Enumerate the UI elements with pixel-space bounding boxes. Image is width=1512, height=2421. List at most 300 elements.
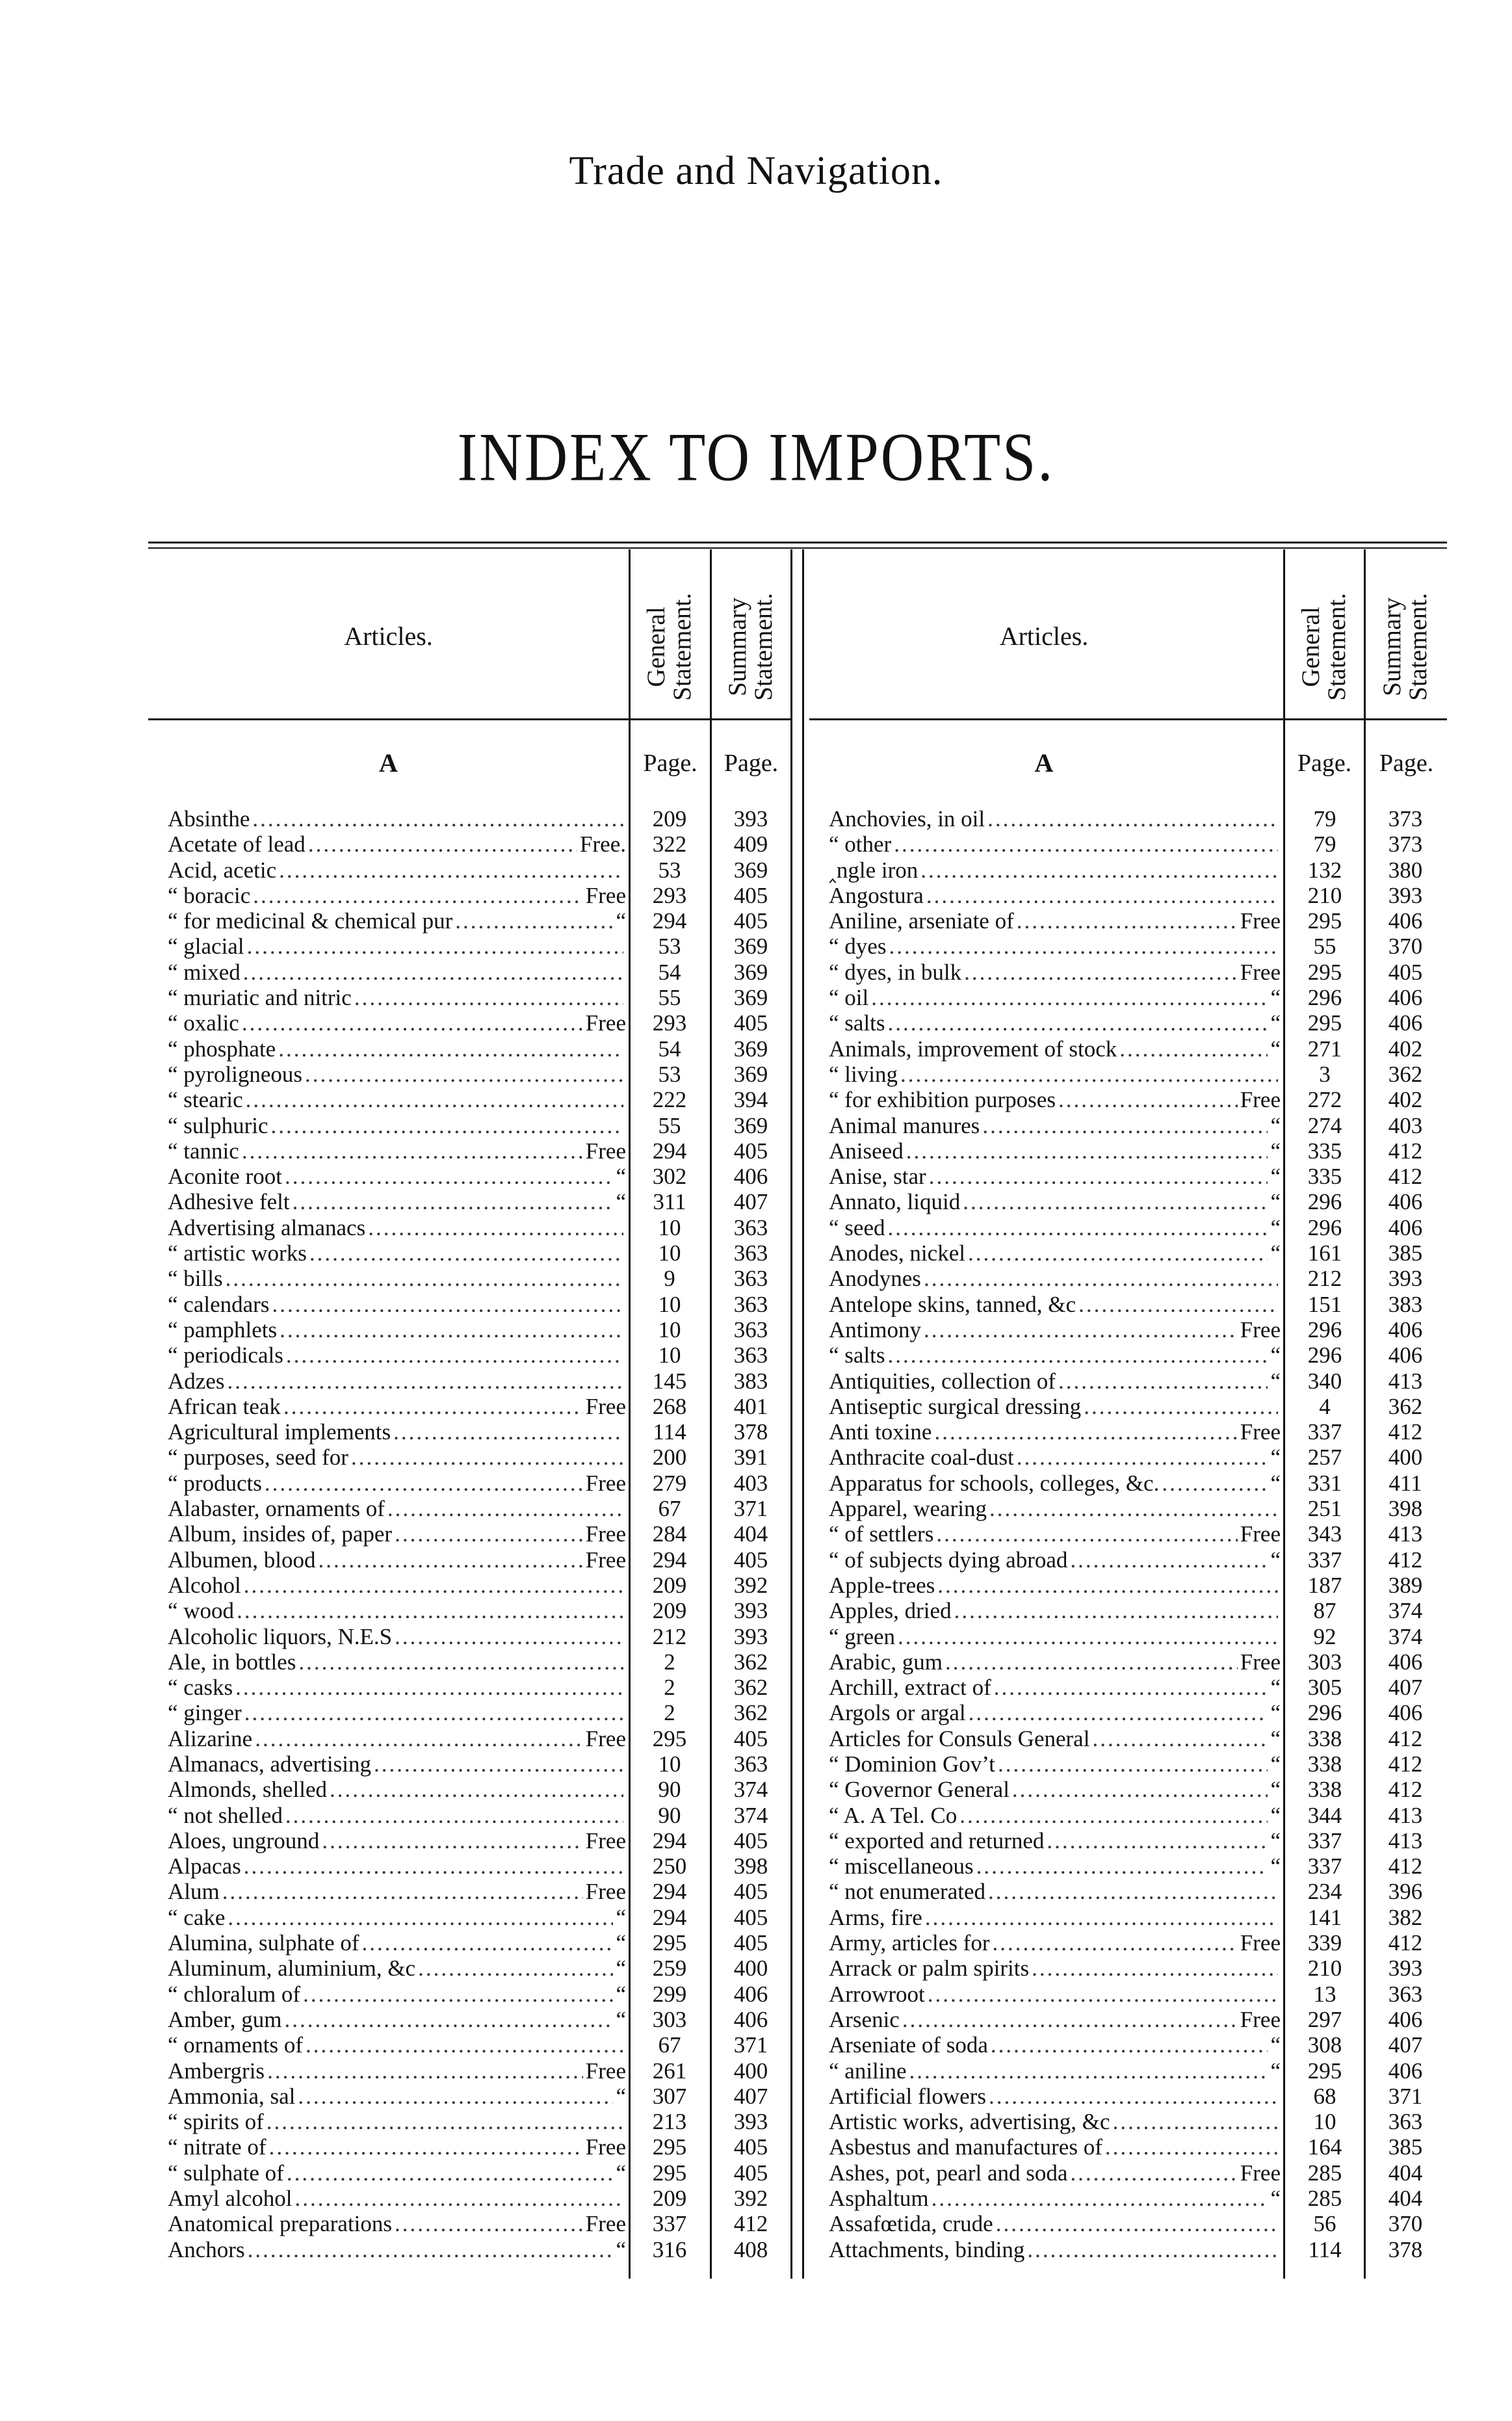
leader-dots bbox=[276, 857, 623, 883]
leader-dots bbox=[284, 2160, 614, 2186]
index-entry bbox=[168, 1956, 797, 1981]
leader-dots bbox=[315, 1547, 582, 1573]
entry-duty-tag: Free bbox=[1240, 1419, 1281, 1445]
entry-article bbox=[168, 1853, 626, 1879]
entry-article bbox=[829, 1240, 1281, 1266]
entry-article bbox=[168, 1189, 626, 1214]
entry-article-text: “ Dominion Gov’t bbox=[829, 1751, 996, 1777]
entry-article-text: “ sulphuric bbox=[168, 1112, 268, 1138]
entry-general-page: 132 bbox=[1307, 857, 1342, 883]
index-entry bbox=[829, 1700, 1447, 1725]
entry-duty-tag bbox=[623, 960, 626, 985]
index-entry bbox=[168, 1828, 797, 1853]
entry-summary-page: 406 bbox=[1388, 1010, 1423, 1036]
entry-duty-tag bbox=[623, 1062, 626, 1087]
entry-article-text: Albumen, blood bbox=[168, 1547, 316, 1573]
entry-summary-page: 408 bbox=[733, 2236, 768, 2262]
leader-dots bbox=[868, 985, 1268, 1010]
left-summary-header: Summary Statement. bbox=[723, 593, 777, 701]
entry-duty-tag: Free bbox=[585, 2134, 626, 2160]
entry-general-page: 295 bbox=[652, 2160, 687, 2186]
entry-article-text: Anatomical preparations bbox=[168, 2211, 393, 2237]
entry-article-text: “ oil bbox=[829, 985, 869, 1011]
index-entry bbox=[829, 2160, 1447, 2186]
entry-general-page: 210 bbox=[1307, 1956, 1342, 1982]
entry-summary-page: 378 bbox=[1388, 2236, 1423, 2262]
entry-general-page: 67 bbox=[658, 2032, 681, 2058]
index-entry bbox=[168, 1573, 797, 1598]
entry-duty-tag bbox=[1278, 831, 1281, 857]
entry-duty-tag: Free bbox=[585, 1010, 626, 1036]
entry-article-text: Ale, in bottles bbox=[168, 1649, 296, 1675]
entry-general-page: 285 bbox=[1307, 2186, 1342, 2212]
entry-article bbox=[829, 1982, 1281, 2007]
leader-dots bbox=[250, 806, 623, 831]
table-top-rule-thin bbox=[148, 547, 1447, 549]
entry-article bbox=[168, 2237, 626, 2262]
entry-duty-tag bbox=[1278, 1956, 1281, 1981]
entry-article-text: Almonds, shelled bbox=[168, 1777, 327, 1803]
entry-article-text: “ of subjects dying abroad bbox=[829, 1547, 1068, 1573]
leader-dots bbox=[244, 934, 623, 959]
entry-general-page: 55 bbox=[658, 1112, 681, 1138]
entry-article-text: Archill, extract of bbox=[829, 1675, 991, 1701]
entry-general-page: 295 bbox=[652, 1725, 687, 1751]
entry-general-page: 307 bbox=[652, 2083, 687, 2109]
index-entry bbox=[829, 2032, 1447, 2058]
entry-duty-tag: Free bbox=[585, 1725, 626, 1751]
entry-article-text: Apples, dried bbox=[829, 1598, 952, 1624]
index-entry bbox=[829, 1982, 1447, 2007]
entry-general-page: 209 bbox=[652, 1598, 687, 1624]
index-entry bbox=[168, 1240, 797, 1266]
leader-dots bbox=[242, 1700, 623, 1725]
entry-summary-page: 412 bbox=[1388, 1930, 1423, 1956]
entry-article-text: “ seed bbox=[829, 1214, 885, 1240]
entry-article-text: Almanacs, advertising bbox=[168, 1751, 371, 1777]
leader-dots bbox=[452, 908, 613, 934]
entry-article bbox=[829, 2032, 1281, 2058]
entry-article-text: Anchors bbox=[168, 2236, 245, 2262]
entry-article bbox=[829, 883, 1281, 908]
entry-duty-tag bbox=[1278, 1879, 1281, 1904]
entry-article bbox=[829, 1113, 1281, 1138]
leader-dots bbox=[348, 1445, 623, 1470]
entry-duty-tag: Free bbox=[585, 1827, 626, 1853]
entry-summary-page: 363 bbox=[733, 1342, 768, 1368]
entry-general-page: 2 bbox=[664, 1649, 675, 1675]
entry-general-page: 10 bbox=[658, 1751, 681, 1777]
entry-general-page: 53 bbox=[658, 857, 681, 883]
index-entry bbox=[168, 857, 797, 883]
entry-duty-tag: Free bbox=[585, 1547, 626, 1573]
entry-summary-page: 393 bbox=[733, 1623, 768, 1649]
entry-article-text: Alum bbox=[168, 1879, 220, 1905]
entry-summary-page: 378 bbox=[733, 1419, 768, 1445]
entry-article bbox=[168, 1649, 626, 1675]
leader-dots bbox=[327, 1777, 623, 1802]
index-entry bbox=[829, 1036, 1447, 1062]
entry-summary-page: 406 bbox=[1388, 1316, 1423, 1342]
entry-general-page: 303 bbox=[1307, 1649, 1342, 1675]
leader-dots bbox=[1081, 1394, 1278, 1419]
leader-dots bbox=[1014, 908, 1238, 934]
entry-summary-page: 403 bbox=[1388, 1112, 1423, 1138]
entry-summary-page: 405 bbox=[733, 1827, 768, 1853]
entry-duty-tag: Free bbox=[1240, 959, 1281, 985]
entry-general-page: 271 bbox=[1307, 1036, 1342, 1062]
entry-article bbox=[168, 1138, 626, 1164]
leader-dots bbox=[952, 1598, 1278, 1623]
entry-general-page: 308 bbox=[1307, 2032, 1342, 2058]
entry-article bbox=[829, 1189, 1281, 1214]
entry-article-text: Angostura bbox=[829, 882, 924, 908]
entry-summary-page: 406 bbox=[1388, 908, 1423, 934]
entry-summary-page: 412 bbox=[1388, 1419, 1423, 1445]
entry-article-text: Army, articles for bbox=[829, 1930, 990, 1956]
index-entry bbox=[168, 1215, 797, 1240]
entry-article bbox=[168, 1547, 626, 1573]
leader-dots bbox=[264, 2109, 623, 2134]
entry-summary-page: 403 bbox=[733, 1470, 768, 1496]
entry-article bbox=[168, 1624, 626, 1649]
entry-general-page: 337 bbox=[1307, 1419, 1342, 1445]
entry-general-page: 13 bbox=[1313, 1981, 1336, 2007]
index-entry bbox=[829, 2007, 1447, 2032]
entry-duty-tag: Free bbox=[1240, 2160, 1281, 2186]
index-entry bbox=[168, 1445, 797, 1470]
index-entry bbox=[168, 1419, 797, 1445]
entry-general-page: 295 bbox=[1307, 1010, 1342, 1036]
entry-general-page: 212 bbox=[1307, 1266, 1342, 1292]
index-entry bbox=[168, 1930, 797, 1956]
leader-dots bbox=[283, 1342, 623, 1368]
index-entry bbox=[829, 1573, 1447, 1598]
entry-article bbox=[168, 960, 626, 985]
entry-duty-tag: “ bbox=[1270, 1214, 1281, 1240]
entry-article bbox=[829, 1036, 1281, 1062]
leader-dots bbox=[891, 831, 1278, 857]
entry-summary-page: 406 bbox=[1388, 2006, 1423, 2032]
entry-general-page: 10 bbox=[658, 1240, 681, 1266]
entry-article bbox=[168, 2186, 626, 2211]
entry-duty-tag: “ bbox=[1270, 1853, 1281, 1879]
leader-dots bbox=[1056, 1368, 1268, 1394]
entry-general-page: 187 bbox=[1307, 1572, 1342, 1598]
entry-article bbox=[829, 1700, 1281, 1725]
entry-article bbox=[829, 1547, 1281, 1573]
leader-dots bbox=[932, 1419, 1237, 1445]
entry-article-text: “ glacial bbox=[168, 934, 244, 960]
entry-article-text: “ chloralum of bbox=[168, 1981, 301, 2007]
entry-duty-tag: Free bbox=[585, 1470, 626, 1496]
entry-article bbox=[168, 1266, 626, 1291]
entry-duty-tag bbox=[623, 857, 626, 883]
entry-general-page: 10 bbox=[1313, 2109, 1336, 2135]
entry-duty-tag bbox=[623, 1598, 626, 1623]
entry-duty-tag: “ bbox=[1270, 1827, 1281, 1853]
index-entry bbox=[168, 1853, 797, 1879]
leader-dots bbox=[885, 1010, 1268, 1036]
entry-summary-page: 362 bbox=[733, 1675, 768, 1701]
entry-summary-page: 406 bbox=[1388, 1649, 1423, 1675]
entry-duty-tag: Free bbox=[1240, 1930, 1281, 1956]
entry-general-page: 274 bbox=[1307, 1112, 1342, 1138]
leader-dots bbox=[943, 1649, 1238, 1675]
entry-general-page: 294 bbox=[652, 908, 687, 934]
entry-article bbox=[829, 1675, 1281, 1700]
entry-general-page: 296 bbox=[1307, 1700, 1342, 1726]
entry-summary-page: 369 bbox=[733, 1036, 768, 1062]
left-index-list bbox=[168, 806, 797, 2262]
entry-article bbox=[168, 2109, 626, 2134]
entry-article bbox=[829, 1368, 1281, 1394]
entry-summary-page: 362 bbox=[1388, 1393, 1423, 1419]
entry-article bbox=[168, 2160, 626, 2186]
entry-summary-page: 405 bbox=[733, 1725, 768, 1751]
entry-duty-tag: “ bbox=[1270, 1164, 1281, 1190]
entry-article bbox=[168, 2032, 626, 2058]
leader-dots bbox=[926, 1164, 1268, 1189]
index-entry bbox=[829, 1138, 1447, 1164]
left-summary-page-label: Page. bbox=[723, 750, 779, 777]
entry-article-text: Arrowroot bbox=[829, 1981, 925, 2007]
leader-dots bbox=[1044, 1828, 1268, 1853]
leader-dots bbox=[1067, 2160, 1237, 2186]
leader-dots bbox=[991, 1675, 1268, 1700]
entry-article bbox=[829, 1419, 1281, 1445]
entry-summary-page: 407 bbox=[1388, 2032, 1423, 2058]
leader-dots bbox=[290, 1189, 614, 1214]
entry-duty-tag: “ bbox=[1270, 1725, 1281, 1751]
entry-article-text: “ mixed bbox=[168, 959, 241, 985]
entry-general-page: 296 bbox=[1307, 1316, 1342, 1342]
entry-summary-page: 413 bbox=[1388, 1827, 1423, 1853]
entry-article bbox=[168, 1675, 626, 1700]
index-entry bbox=[829, 1010, 1447, 1036]
entry-general-page: 54 bbox=[658, 959, 681, 985]
table-top-rule-thick bbox=[148, 542, 1447, 543]
entry-duty-tag: “ bbox=[616, 1189, 626, 1215]
entry-summary-page: 412 bbox=[1388, 1751, 1423, 1777]
leader-dots bbox=[262, 1471, 583, 1496]
entry-duty-tag: “ bbox=[1270, 1240, 1281, 1266]
leader-dots bbox=[965, 1240, 1268, 1266]
entry-general-page: 55 bbox=[658, 985, 681, 1011]
entry-article-text: Aniline, arseniate of bbox=[829, 908, 1014, 934]
entry-summary-page: 394 bbox=[733, 1087, 768, 1113]
entry-duty-tag bbox=[1278, 2211, 1281, 2236]
entry-summary-page: 400 bbox=[733, 1956, 768, 1982]
entry-article bbox=[168, 1726, 626, 1751]
leader-dots bbox=[985, 1879, 1278, 1904]
leader-dots bbox=[267, 2134, 583, 2160]
entry-general-page: 4 bbox=[1319, 1393, 1331, 1419]
entry-summary-page: 406 bbox=[1388, 1189, 1423, 1215]
entry-article-text: Alpacas bbox=[168, 1853, 241, 1879]
entry-duty-tag: Free bbox=[1240, 1087, 1281, 1113]
entry-article-text: Aluminum, aluminium, &c bbox=[168, 1956, 416, 1982]
entry-article-text: Anodes, nickel bbox=[829, 1240, 965, 1266]
leader-dots bbox=[1024, 2237, 1278, 2262]
entry-article bbox=[829, 1598, 1281, 1623]
entry-duty-tag bbox=[623, 934, 626, 959]
index-entry bbox=[829, 1317, 1447, 1342]
entry-general-page: 297 bbox=[1307, 2006, 1342, 2032]
entry-summary-page: 405 bbox=[733, 1138, 768, 1164]
entry-article bbox=[829, 1828, 1281, 1853]
entry-duty-tag: Free bbox=[585, 1521, 626, 1547]
leader-dots bbox=[220, 1879, 583, 1904]
entry-duty-tag bbox=[623, 1240, 626, 1266]
entry-article-text: “ salts bbox=[829, 1342, 885, 1368]
entry-article bbox=[168, 806, 626, 831]
entry-article bbox=[829, 1062, 1281, 1087]
entry-article bbox=[168, 1930, 626, 1956]
entry-article bbox=[168, 1521, 626, 1547]
entry-duty-tag: “ bbox=[1270, 1445, 1281, 1471]
entry-summary-page: 393 bbox=[1388, 1956, 1423, 1982]
entry-article-text: Annato, liquid bbox=[829, 1189, 961, 1215]
leader-dots bbox=[233, 1675, 623, 1700]
entry-general-page: 2 bbox=[664, 1700, 675, 1726]
entry-summary-page: 405 bbox=[733, 2160, 768, 2186]
entry-article-text: Agricultural implements bbox=[168, 1419, 391, 1445]
entry-summary-page: 407 bbox=[733, 2083, 768, 2109]
entry-article-text: Asbestus and manufactures of bbox=[829, 2134, 1102, 2160]
index-entry bbox=[168, 934, 797, 959]
entry-article-text: Arabic, gum bbox=[829, 1649, 943, 1675]
index-entry bbox=[829, 1445, 1447, 1470]
entry-article bbox=[168, 1368, 626, 1394]
entry-duty-tag: “ bbox=[616, 908, 626, 934]
leader-dots bbox=[990, 1930, 1238, 1956]
entry-summary-page: 374 bbox=[733, 1802, 768, 1828]
leader-dots bbox=[392, 2211, 583, 2236]
entry-summary-page: 362 bbox=[733, 1700, 768, 1726]
entry-general-page: 10 bbox=[658, 1291, 681, 1317]
entry-general-page: 338 bbox=[1307, 1777, 1342, 1803]
entry-article bbox=[829, 1215, 1281, 1240]
entry-general-page: 295 bbox=[652, 1930, 687, 1956]
index-entry bbox=[829, 1113, 1447, 1138]
entry-article-text: “ products bbox=[168, 1470, 262, 1496]
entry-summary-page: 405 bbox=[733, 2134, 768, 2160]
leader-dots bbox=[957, 1803, 1268, 1828]
entry-article-text: Animals, improvement of stock bbox=[829, 1036, 1117, 1062]
entry-duty-tag: “ bbox=[616, 2083, 626, 2109]
entry-general-page: 296 bbox=[1307, 1189, 1342, 1215]
index-entry bbox=[168, 1394, 797, 1419]
entry-article bbox=[829, 2007, 1281, 2032]
index-entry bbox=[168, 1368, 797, 1394]
entry-article bbox=[168, 1496, 626, 1521]
entry-summary-page: 405 bbox=[733, 1547, 768, 1573]
leader-dots bbox=[241, 960, 623, 985]
leader-dots bbox=[302, 1062, 623, 1087]
entry-general-page: 56 bbox=[1313, 2211, 1336, 2237]
leader-dots bbox=[1029, 1956, 1278, 1981]
leader-dots bbox=[986, 2084, 1278, 2109]
left-articles-header: Articles. bbox=[344, 622, 433, 651]
entry-article bbox=[168, 1036, 626, 1062]
entry-general-page: 294 bbox=[652, 1547, 687, 1573]
index-entry bbox=[168, 1189, 797, 1214]
leader-dots bbox=[974, 1853, 1268, 1879]
index-entry bbox=[829, 1164, 1447, 1189]
leader-dots bbox=[365, 1215, 623, 1240]
entry-article-text: Anthracite coal-dust bbox=[829, 1445, 1014, 1471]
entry-duty-tag bbox=[1278, 1624, 1281, 1649]
entry-general-page: 303 bbox=[652, 2006, 687, 2032]
entry-article bbox=[829, 1956, 1281, 1981]
leader-dots bbox=[269, 1292, 623, 1317]
leader-dots bbox=[239, 1010, 583, 1036]
entry-article-text: Acid, acetic bbox=[168, 857, 277, 883]
entry-duty-tag bbox=[623, 1036, 626, 1062]
entry-article bbox=[829, 985, 1281, 1010]
entry-article bbox=[168, 1700, 626, 1725]
right-summary-page-label: Page. bbox=[1379, 750, 1434, 777]
entry-article-text: Anodynes bbox=[829, 1266, 921, 1292]
index-entry bbox=[829, 1828, 1447, 1853]
entry-duty-tag: “ bbox=[616, 1956, 626, 1982]
leader-dots bbox=[306, 831, 577, 857]
entry-general-page: 295 bbox=[1307, 959, 1342, 985]
entry-duty-tag: “ bbox=[616, 1164, 626, 1190]
index-entry bbox=[168, 1879, 797, 1904]
leader-dots bbox=[307, 1240, 623, 1266]
entry-general-page: 87 bbox=[1313, 1598, 1336, 1624]
index-entry bbox=[829, 2058, 1447, 2084]
entry-duty-tag: “ bbox=[1270, 985, 1281, 1011]
index-entry bbox=[168, 1342, 797, 1368]
entry-general-page: 294 bbox=[652, 1138, 687, 1164]
entry-duty-tag bbox=[1278, 1292, 1281, 1317]
entry-article-text: Artificial flowers bbox=[829, 2083, 986, 2109]
entry-article bbox=[829, 1087, 1281, 1112]
entry-summary-page: 407 bbox=[733, 1189, 768, 1215]
entry-article-text: “ artistic works bbox=[168, 1240, 307, 1266]
entry-article bbox=[829, 1010, 1281, 1036]
entry-article bbox=[168, 934, 626, 959]
entry-duty-tag: “ bbox=[616, 1981, 626, 2007]
leader-dots bbox=[241, 1853, 623, 1879]
entry-summary-page: 385 bbox=[1388, 1240, 1423, 1266]
leader-dots bbox=[1110, 2109, 1278, 2134]
entry-article-text: Acetate of lead bbox=[168, 831, 306, 857]
leader-dots bbox=[925, 1982, 1278, 2007]
entry-article-text: “ of settlers bbox=[829, 1521, 934, 1547]
entry-general-page: 68 bbox=[1313, 2083, 1336, 2109]
entry-summary-page: 412 bbox=[1388, 1164, 1423, 1190]
index-entry bbox=[168, 2160, 797, 2186]
index-entry bbox=[829, 1394, 1447, 1419]
entry-article-text: Arrack or palm spirits bbox=[829, 1956, 1030, 1982]
entry-duty-tag: “ bbox=[1270, 1675, 1281, 1701]
entry-general-page: 10 bbox=[658, 1342, 681, 1368]
entry-article-text: “ not enumerated bbox=[829, 1879, 986, 1905]
leader-dots bbox=[243, 1087, 623, 1112]
entry-article bbox=[168, 1342, 626, 1368]
entry-duty-tag bbox=[1278, 1266, 1281, 1291]
leader-dots bbox=[895, 1624, 1278, 1649]
index-entry bbox=[168, 2032, 797, 2058]
leader-dots bbox=[1010, 1777, 1268, 1802]
entry-article bbox=[829, 1905, 1281, 1930]
leader-dots bbox=[293, 2186, 624, 2211]
index-entry bbox=[829, 806, 1447, 831]
